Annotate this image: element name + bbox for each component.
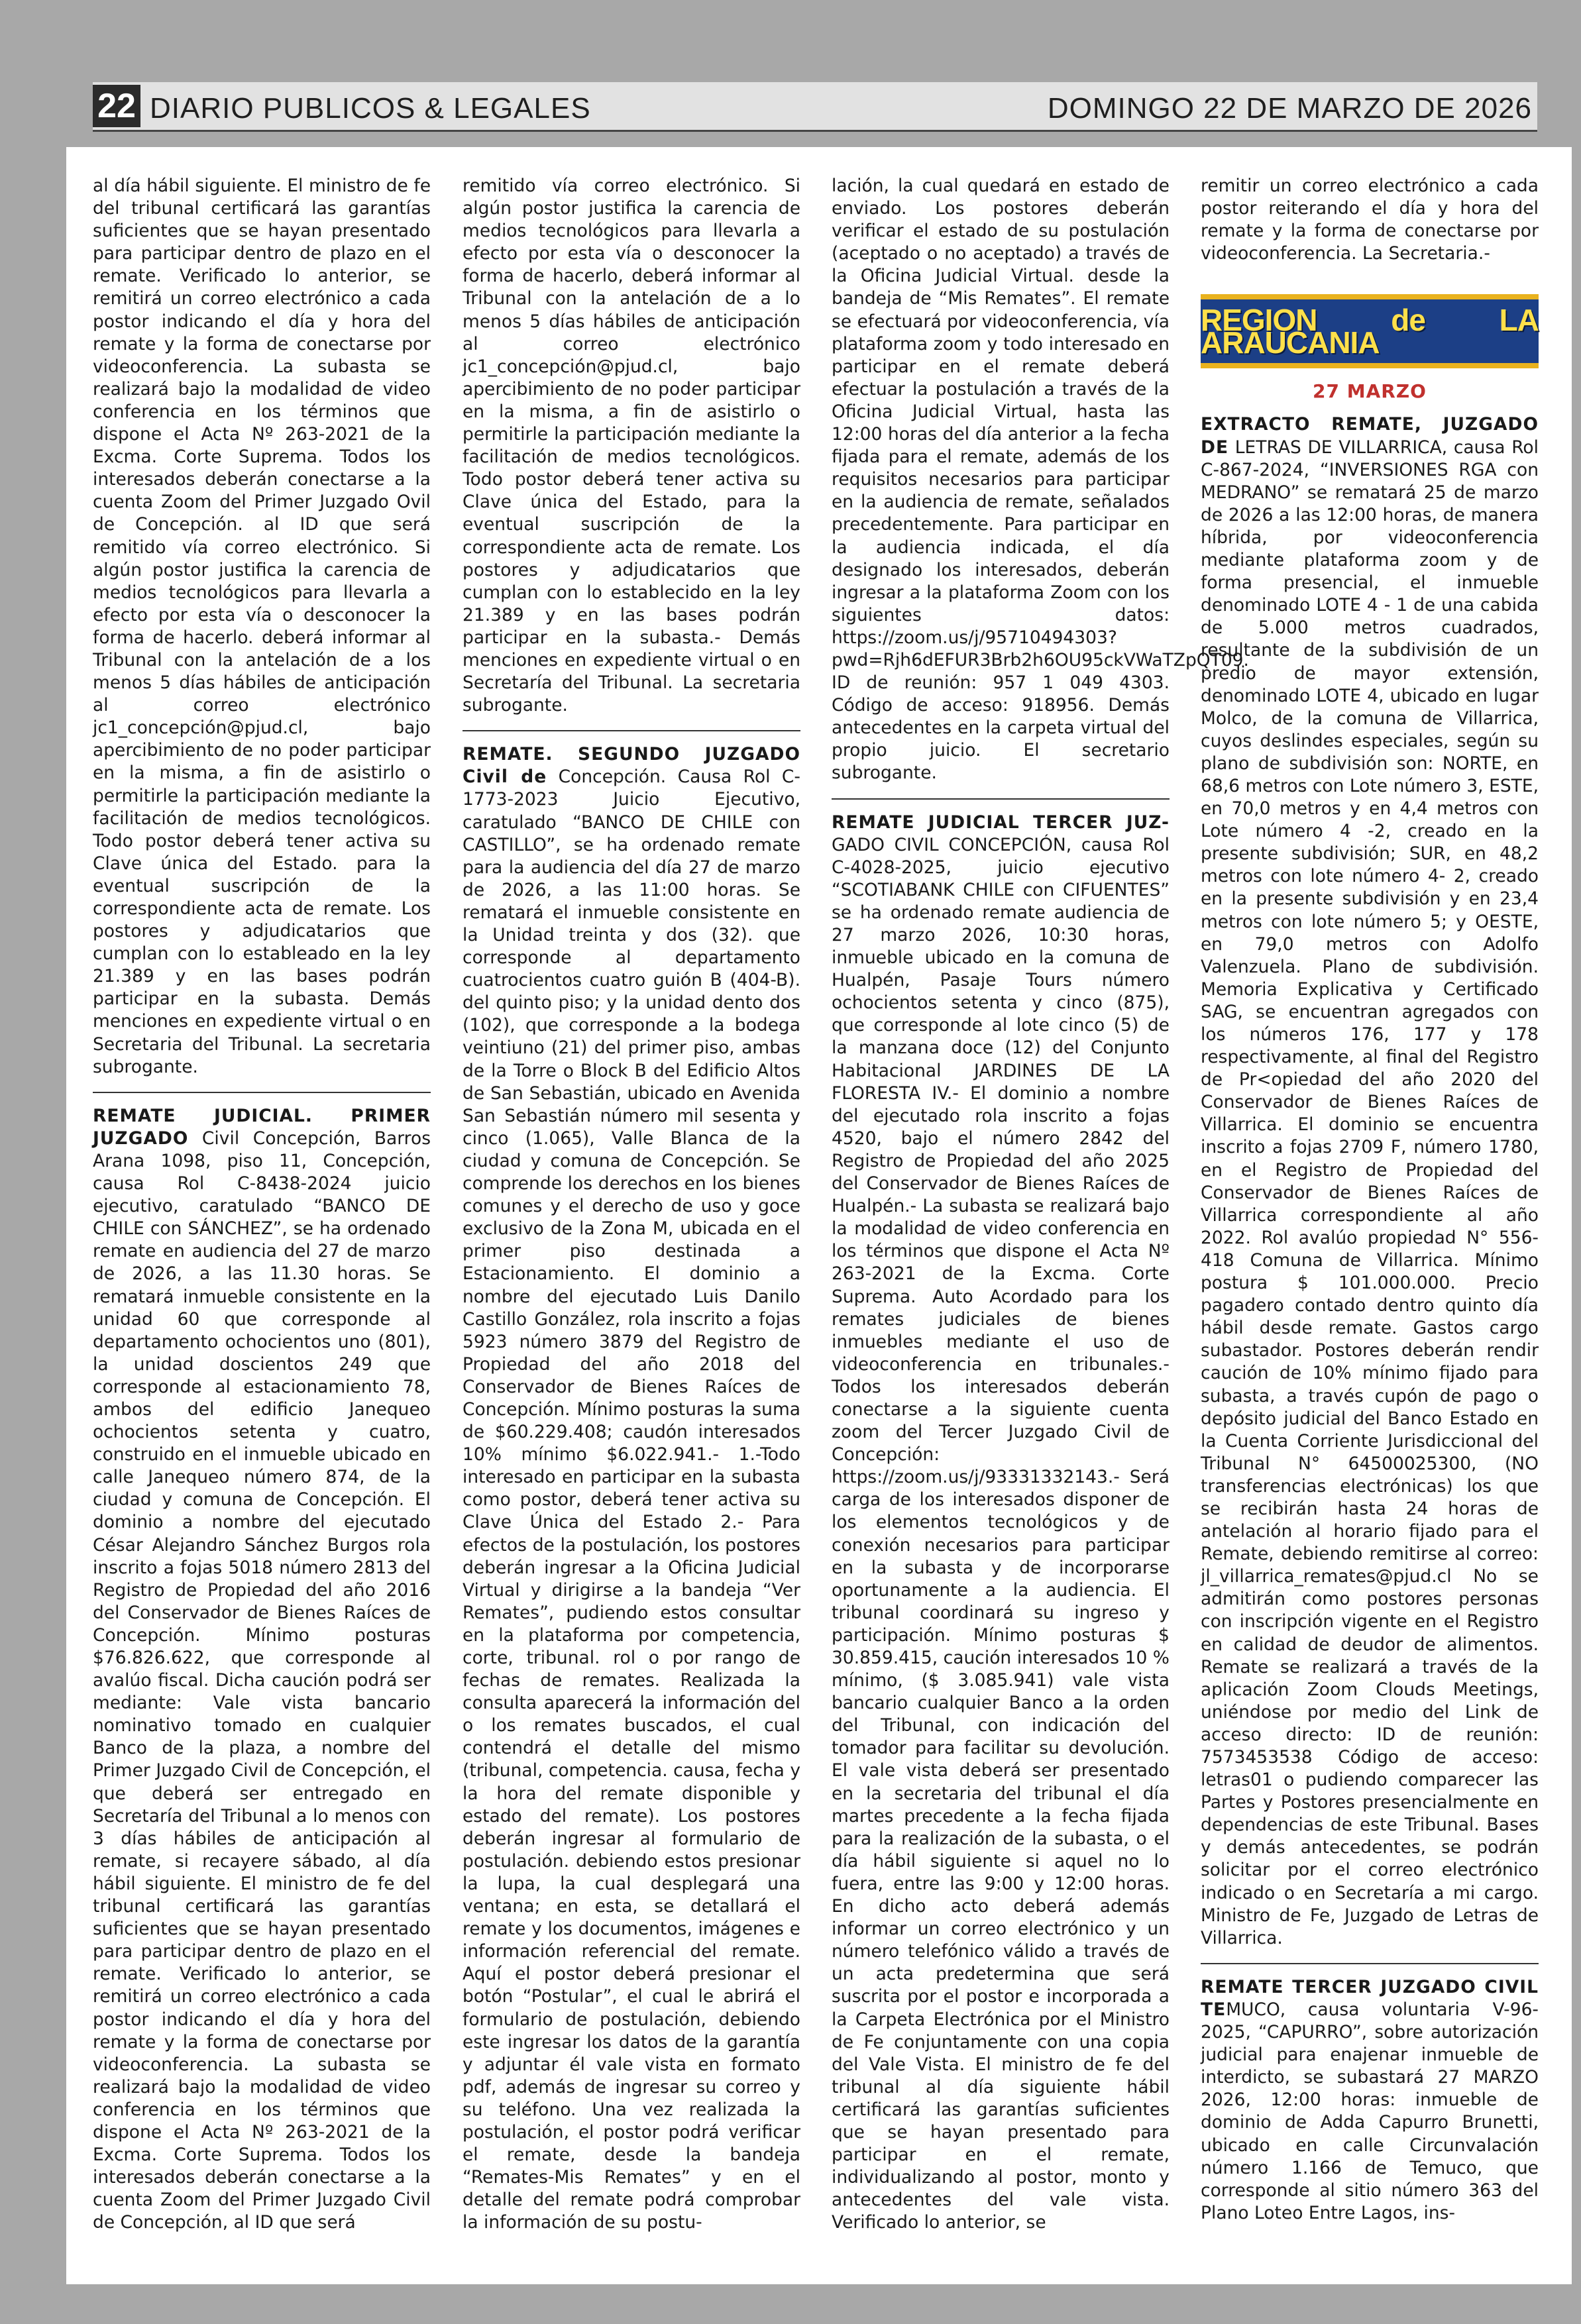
notice-continuation: al día hábil siguiente. El ministro de fe del tribunal certificará las garantías suficientes que se hayan presentado para participar dentro de plazo en el remate. Verificado lo anterior, se remitirá un correo electrónico a cada postor indicando el día y hora del remate y la forma de conectarse por videoconferencia. La subasta se realizará bajo la modalidad de video conferencia en los términos que dispone el Acta Nº 263-2021 de la Excma. Corte Suprema. Todos los interesados deberán conectarse a la cuenta Zoom del Primer Juzgado Ovil de Concepción. al ID que será remitido vía correo electrónico. Si algún postor justifica la carencia de medios tecnológicos para llevarla a efecto por esta vía o desconocer la forma de hacerlo. deberá informar al Tribunal con la antelación de a los menos 5 días hábiles de anticipación al correo electrónico jc1_concepción@pjud.cl, bajo apercibimiento de no poder participar en la misma, a fin de asistirlo o permitirle la participación mediante la facilitación de medios tecnológicos. Todo postor deberá tener activa su Clave única del Estado. para la eventual suscripción de la correspondiente acta de remate. Los postores y adjudicatarios que cumplan con lo estableado en la ley 21.389 y en las bases podrán participar en la subasta. Demás menciones en expediente virtual o en Secretaria del Tribunal. La secretaria subrogante. <box>93 176 431 1077</box>
notice-continuation: remitido vía correo electrónico. Si algún postor justifica la carencia de medios tecnológicos para llevarla a efecto por esta vía o desconocer la forma de hacerlo, deberá informar al Tribunal con la antelación de a lo menos 5 días hábiles de anticipación al correo electrónico jc1_concepción@pjud.cl, bajo apercibimiento de no poder participar en la misma, a fin de asistirlo o permitirle la participación mediante la facilitación de medios tecnológicos. Todo postor deberá tener activa su Clave única del Estado, para la eventual suscripción de la correspondiente acta de remate. Los postores y adjudicatarios que cumplan con lo establecido en la ley 21.389 y en las bases podrán participar en la subasta.- Demás menciones en expediente virtual o en Secretaría del Tribunal. La secretaria subrogante. <box>463 176 800 716</box>
divider <box>93 1092 431 1093</box>
column-4 <box>1201 175 1539 2262</box>
notice-body: Concepción. Causa Rol C-1773-2023 Juicio Ejecutivo, caratulado “BANCO DE CHILE con CASTILLO”, se ha ordenado remate para la audiencia del día 27 de marzo de 2026, a las 11:00 horas. Se rematará el inmueble consistente en la Unidad treinta y dos (32). que corresponde al departamento cuatrocientos cuatro guión B (404-B). del quinto piso; y la unidad dento dos (102), que corresponde a la bodega veintiuno (21) del primer piso, ambas de la Torre o Block B del Edificio Altos de San Sebastián, ubicado en Avenida San Sebastián número mil sesenta y cinco (1.065), Valle Blanca de la ciudad y comuna de Concepción. Se comprende los derechos en los bienes comunes y el derecho de uso y goce exclusivo de la Zona M, ubicada en el primer piso destinada a Estacionamiento. El dominio a nombre del ejecutado Luis Danilo Castillo González, rola inscrito a fojas 5923 número 3879 del Registro de Propiedad del año 2018 del Conservador de Bienes Raíces de Concepción. Mínimo posturas la suma de $60.229.408; caudón interesados 10% mínimo $6.022.941.- 1.-Todo interesado en participar en la subasta como postor, deberá tener activa su Clave Única del Estado 2.- Para efectos de la postulación, los postores deberán ingresar a la Oficina Judicial Virtual y dirigirse a la bandeja “Ver Remates”, pudiendo estos consultar en la plataforma por competencia, corte, tribunal. rol o por rango de fechas de remates. Realizada la consulta aparecerá la información del o los remates buscados, el cual contendrá el detalle del mismo (tribunal, competencia. causa, fecha y la hora del remate disponible y estado del remate). Los postores deberán ingresar al formulario de postulación. debiendo estos presionar la lupa, la cual desplegará una ventana; en esta, se detallará el remate y los documentos, imágenes e información referencial del remate. Aquí el postor deberá presionar el botón “Postular”, el cual le abrirá el formulario de postulación, debiendo este ingresar los datos de la garantía y adjuntar él vale vista en formato pdf, además de ingresar su correo y su teléfono. Una vez realizada la postulación, el postor podrá verificar el remate, desde la bandeja “Remates-Mis Remates” y en el detalle del remate podrá comprobar la información de su postu- <box>463 766 800 2233</box>
notice-heading: REMATE TERCER JUZGADO CIVIL TE <box>1201 1976 1539 2020</box>
newspaper-page <box>66 147 1572 2284</box>
column-3 <box>832 175 1249 2262</box>
notice-heading: REMATE JUDICIAL TERCER JUZ- <box>832 812 1170 833</box>
notice-remate-temuco <box>1201 1976 1539 2225</box>
notice-body: GADO CIVIL CONCEPCIÓN, causa Rol C-4028-2025, juicio ejecutivo “SCOTIABANK CHILE con CIFUENTES” se ha ordenado remate audiencia de 27 marzo 2026, 10:30 horas, inmueble ubicado en la comuna de Hualpén, Pasaje Tours número ochocientos setenta y cinco (875), que corresponde al lote cinco (5) de la manzana doce (12) del Conjunto Habitacional JARDINES DE LA FLORESTA IV.- El dominio a nombre del ejecutado rola inscrito a fojas 4520, bajo el número 2842 del Registro de Propiedad del año 2025 del Conservador de Bienes Raíces de Hualpén.- La subasta se realizará bajo la modalidad de video conferencia en los términos que dispone el Acta Nº 263-2021 de la Excma. Corte Suprema. Auto Acordado para los remates judiciales de bienes inmuebles mediante el uso de videoconferencia en tribunales.- Todos los interesados deberán conectarse a la siguiente cuenta zoom del Tercer Juzgado Civil de Concepción: https://zoom.us/j/93331332143.- Será carga de los interesados disponer de los elementos tecnológicos y de conexión necesarios para participar en la subasta y de incorporarse oportunamente a la audiencia. El tribunal coordinará su ingreso y participación. Mínimo posturas $ 30.859.415, caución interesados 10 % mínimo, ($ 3.085.941) vale vista bancario cualquier Banco a la orden del Tribunal, con indicación del tomador para facilitar su devolución. El vale vista deberá ser presentado en la secretaria del tribunal el día martes precedente a la fecha fijada para la realización de la subasta, o el día hábil siguiente si aquel no lo fuera, entre las 9:00 y 12:00 horas. En dicho acto deberá además informar un correo electrónico y un número telefónico válido a través de un acta predetermina que será suscrita por el postor e incorporada a la Carpeta Electrónica por el Ministro de Fe conjuntamente con una copia del Vale Vista. El ministro de fe del tribunal al día siguiente hábil certificará las garantías suficientes que se hayan presentado para participar en el remate, individualizando al postor, monto y antecedentes del vale vista. Verificado lo anterior, se <box>832 834 1170 2233</box>
publication-date: DOMINGO 22 DE MARZO DE 2026 <box>1047 92 1532 125</box>
divider <box>832 798 1170 800</box>
notice-remate-primer-juzgado <box>93 1105 431 2235</box>
notice-heading: REMATE. SEGUNDO JUZGADO Civil de <box>463 744 800 788</box>
publication-name: DIARIO PUBLICOS & LEGALES <box>150 92 591 125</box>
divider <box>463 730 800 731</box>
region-banner <box>1201 294 1539 368</box>
notice-heading: REMATE JUDICIAL. PRIMER JUZGADO <box>93 1105 431 1149</box>
date-heading: 27 MARZO <box>1313 380 1427 403</box>
notice-body: LETRAS DE VILLARRICA, causa Rol C-867-2024, “INVERSIONES RGA con MEDRANO” se rematará 25 de marzo de 2026 a las 12:00 horas, de manera híbrida, por videoconferencia mediante plataforma zoom y de forma presencial, el inmueble denominado LOTE 4 - 1 de una cabida de 5.000 metros cuadrados, resultante de la subdivisión de un predio de mayor extensión, denominado LOTE 4, ubicado en lugar Molco, de la comuna de Villarrica, cuyos deslindes especiales, según su plano de subdivisión son: NORTE, en 68,6 metros con Lote número 3, ESTE, en 70,0 metros y en 4,4 metros con Lote número 4 -2, creado en la presente subdivisión; SUR, en 48,2 metros con lote número 4- 2, creado en la presente subdivisión y en 23,4 metros con lote número 5; y OESTE, en 79,0 metros con Adolfo Valenzuela. Plano de subdivisión. Memoria Explicativa y Certificado SAG, se encuentran agregados con los números 176, 177 y 178 respectivamente, al final del Registro de Pr<opiedad del año 2020 del Conservador de Bienes Raíces de Villarrica. El dominio se encuentra inscrito a fojas 2709 F, número 1780, en el Registro de Propiedad del Conservador de Bienes Raíces de Villarrica correspondiente al año 2022. Rol avalúo propiedad N° 556-418 Comuna de Villarrica. Mínimo postura $ 101.000.000. Precio pagadero contado dentro quinto día hábil desde remate. Gastos cargo subastador. Postores deberán rendir caución de 10% mínimo fijado para subasta, a través cupón de pago o depósito judicial del Banco Estado en la Cuenta Corriente Jurisdiccional del Tribunal N° 64500025300, (NO transferencias electrónicas) los que se recibirán hasta 24 horas de antelación al horario fijado para el Remate, debiendo remitirse al correo: jl_villarrica_remates@pjud.cl No se admitirán como postores personas con inscripción vigente en el Registro en calidad de deudor de alimentos. Remate se realizará a través de la aplicación Zoom Clouds Meetings, uniéndose por medio del Link de acceso directo: ID de reunión: 7573453538 Código de acceso: letras01 o pudiendo comparecer las Partes y Postores presencialmente en dependencias de este Tribunal. Bases y demás antecedentes, se podrán solicitar por el correo electrónico indicado o en Secretaría a mi cargo. Ministro de Fe, Juzgado de Letras de Villarrica. <box>1201 437 1539 1948</box>
column-1 <box>93 175 431 2262</box>
page-header <box>93 82 1537 132</box>
notice-remate-tercer-juzgado <box>832 812 1170 2235</box>
notice-body: MUCO, causa voluntaria V-96-2025, “CAPURRO”, sobre autorización judicial para enajenar inmueble de interdicto, se subastará 27 MARZO 2026, 12:00 horas: inmueble de dominio de Adda Capurro Brunetti, ubicado en calle Circunvalación número 1.166 de Temuco, que corresponde al sitio número 363 del Plano Loteo Entre Lagos, ins- <box>1201 1999 1539 2223</box>
notice-heading: EXTRACTO REMATE, JUZGADO DE <box>1201 414 1539 458</box>
notice-extracto-villarrica <box>1201 413 1539 1949</box>
notice-continuation: lación, la cual quedará en estado de enviado. Los postores deberán verificar el estado de su postulación (aceptado o no aceptado) a través de la Oficina Judicial Virtual. desde la bandeja de “Mis Remates”. El remate se efectuará por videoconferencia, vía plataforma zoom y todo interesado en participar en el remate deberá efectuar la postulación a través de la Oficina Judicial Virtual, hasta las 12:00 horas del día anterior a la fecha fijada para el remate, además de los requisitos necesarios para participar en la audiencia de remate, señalados precedentemente. Para participar en la audiencia indicada, el día designado los interesados, deberán ingresar a la plataforma Zoom con los siguientes datos: https://zoom.us/j/95710494303?pwd=Rjh6dEFUR3Brb2h6OU95ckVWaTZpQT09. ID de reunión: 957 1 049 4303. Código de acceso: 918956. Demás antecedentes en la carpeta virtual del propio juicio. El secretario subrogante. <box>832 176 1249 784</box>
column-2 <box>463 175 800 2262</box>
region-banner-text: REGION de LA ARAUCANIA <box>1201 303 1539 360</box>
divider <box>1201 1963 1539 1964</box>
notice-continuation: remitir un correo electrónico a cada postor reiterando el día y hora del remate y la forma de conectarse por videoconferencia. La Secretaria.- <box>1201 176 1539 264</box>
notice-body: Civil Concepción, Barros Arana 1098, piso 11, Concepción, causa Rol C-8438-2024 juicio ejecutivo, caratulado “BANCO DE CHILE con SÁNCHEZ”, se ha ordenado remate en audiencia del 27 de marzo de 2026, a las 11.30 horas. Se rematará inmueble consistente en la unidad 60 que corresponde al departamento ochocientos uno (801), la unidad doscientos 249 que corresponde al estacionamiento 78, ambos del edificio Janequeo ochocientos setenta y cuatro, construido en el inmueble ubicado en calle Janequeo número 874, de la ciudad y comuna de Concepción. El dominio a nombre del ejecutado César Alejandro Sánchez Burgos rola inscrito a fojas 5018 número 2813 del Registro de Propiedad del año 2016 del Conservador de Bienes Raíces de Concepción. Mínimo posturas $76.826.622, que corresponde al avalúo fiscal. Dicha caución podrá ser mediante: Vale vista bancario nominativo tomado en cualquier Banco de la plaza, a nombre del Primer Juzgado Civil de Concepción, el que deberá ser entregado en Secretaría del Tribunal a lo menos con 3 días hábiles de anticipación al remate, si recayere sábado, al día hábil siguiente. El ministro de fe del tribunal certificará las garantías suficientes que se hayan presentado para participar dentro de plazo en el remate. Verificado lo anterior, se remitirá un correo electrónico a cada postor indicando el día y hora del remate y la forma de conectarse por videoconferencia. La subasta se realizará bajo la modalidad de video conferencia en los términos que dispone el Acta Nº 263-2021 de la Excma. Corte Suprema. Todos los interesados deberán conectarse a la cuenta Zoom del Primer Juzgado Civil de Concepción, al ID que será <box>93 1128 431 2233</box>
notice-remate-segundo-juzgado <box>463 743 800 2234</box>
page-number: 22 <box>93 85 140 127</box>
